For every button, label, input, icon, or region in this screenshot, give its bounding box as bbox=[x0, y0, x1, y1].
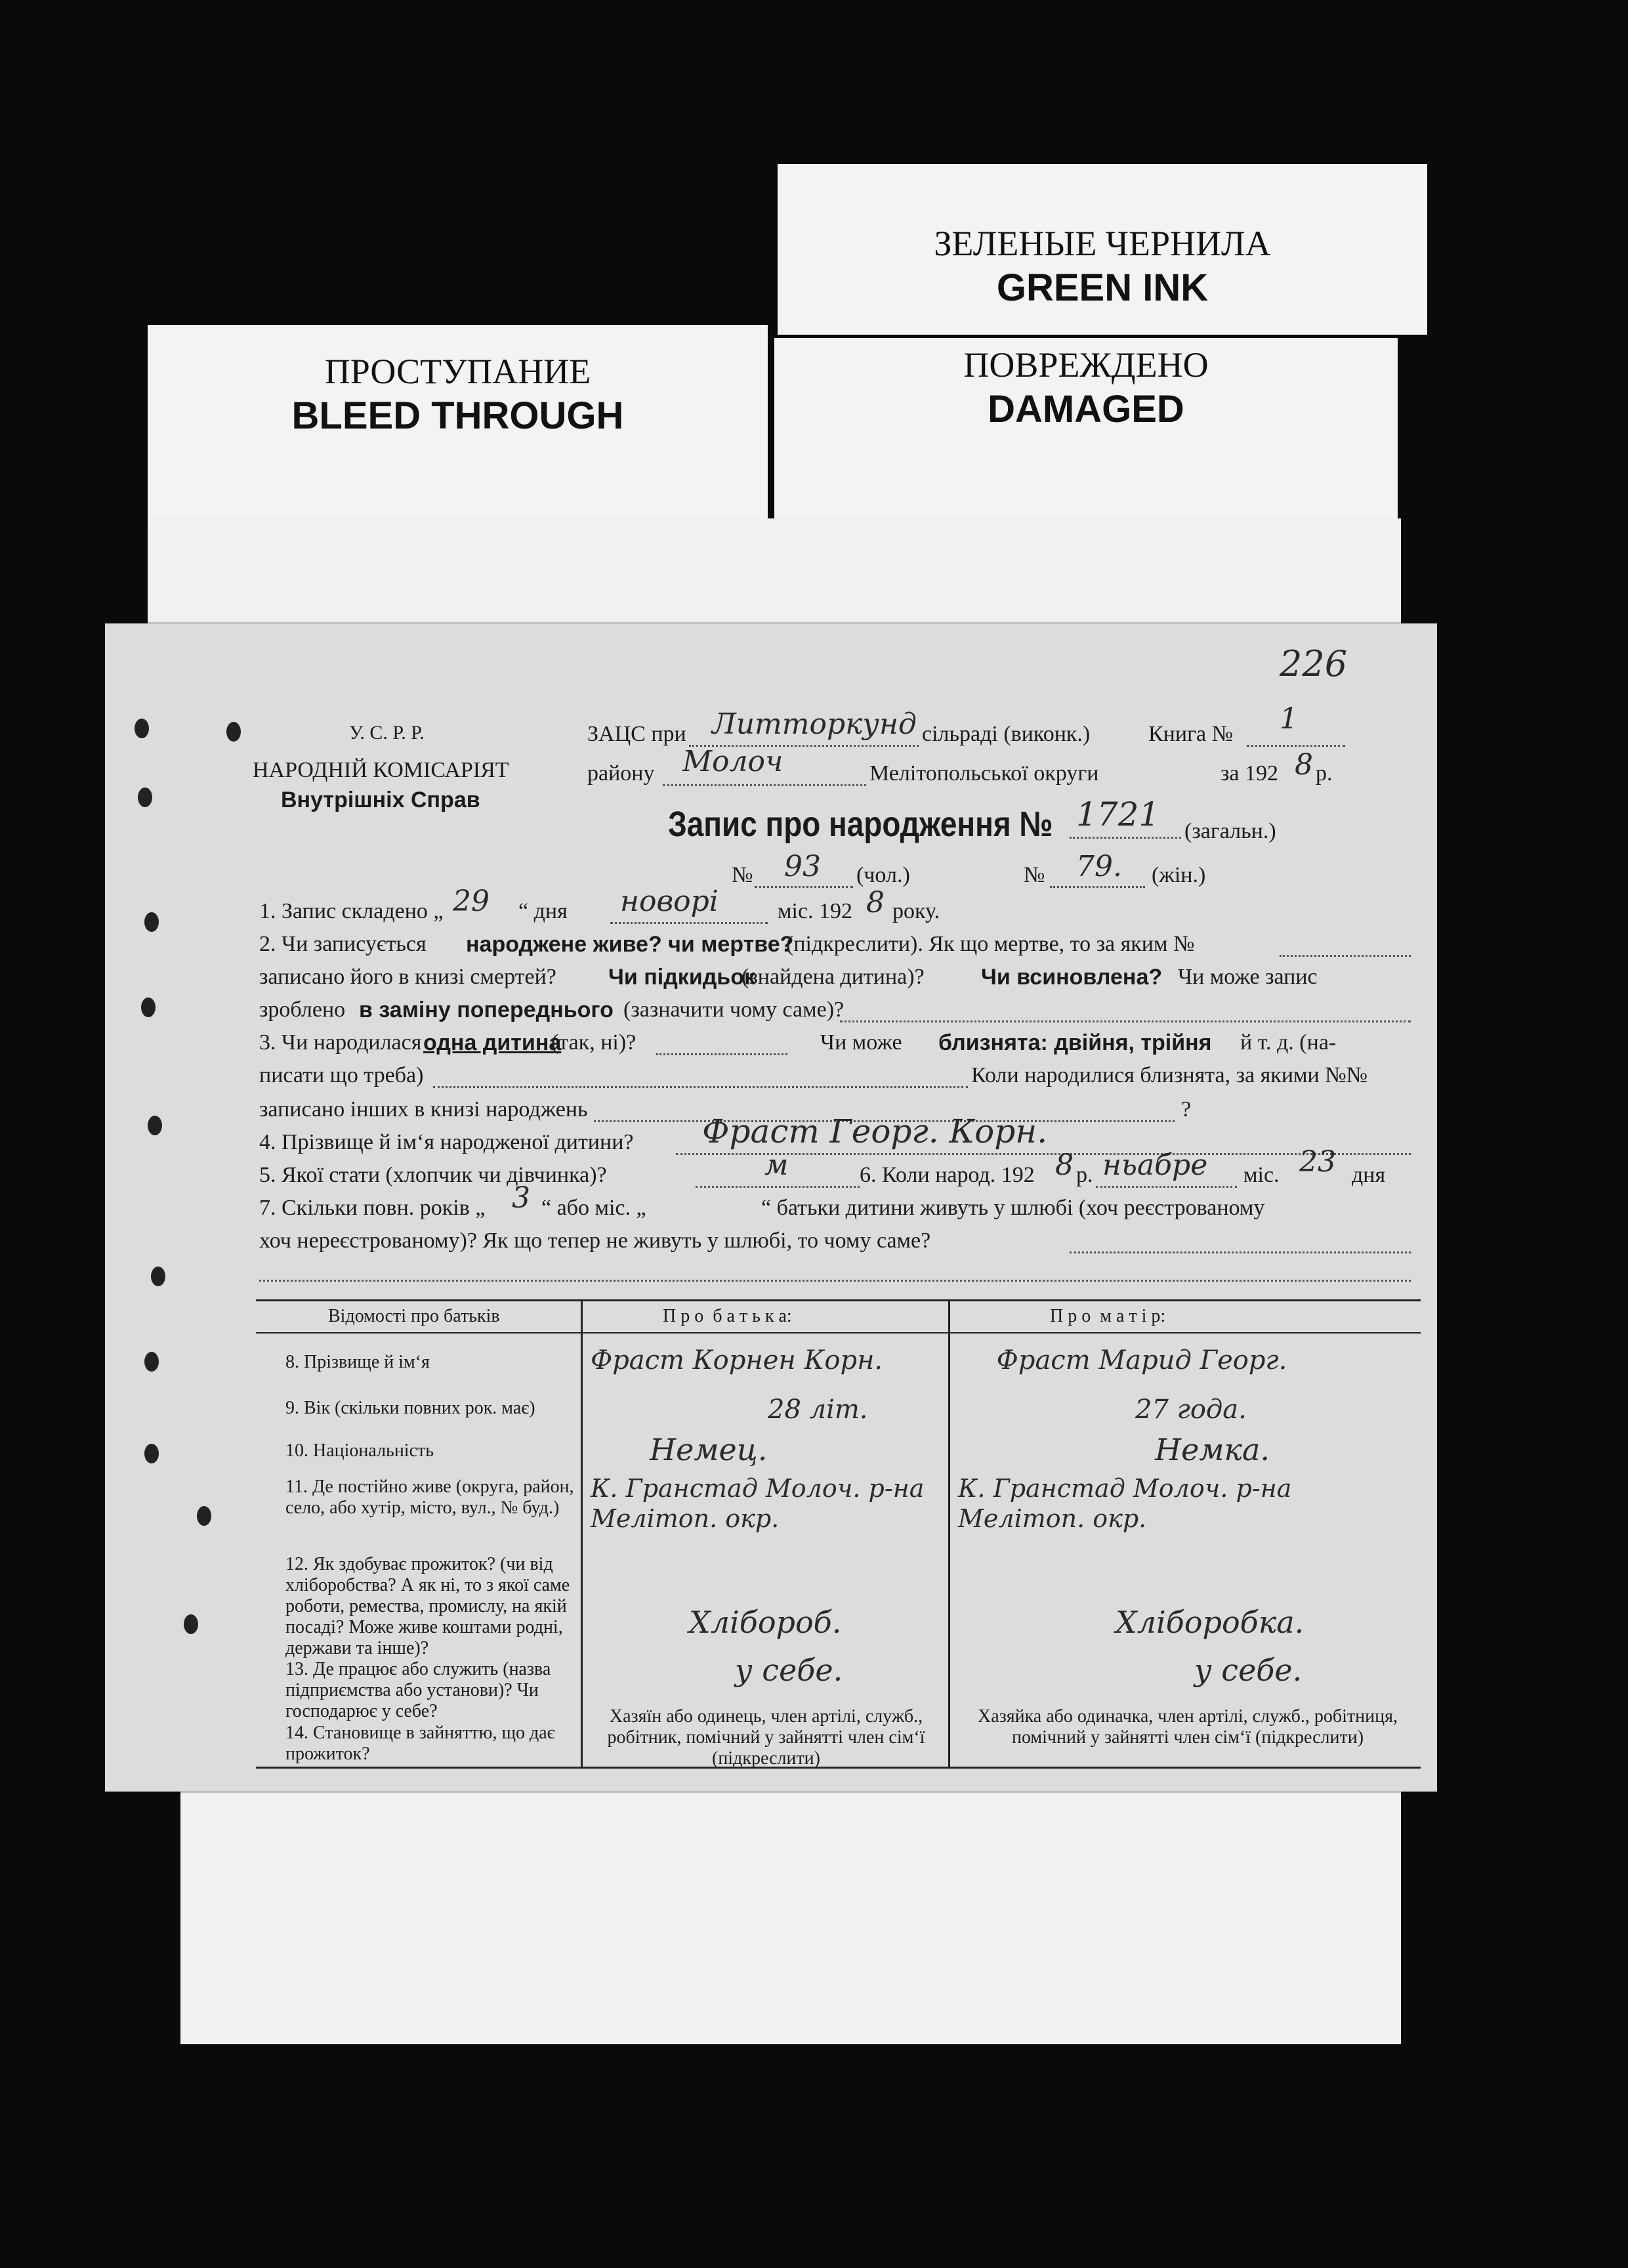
female-no-value: 79. bbox=[1076, 850, 1122, 883]
year-suffix: р. bbox=[1316, 761, 1333, 786]
line10-b: “ або міс. „ bbox=[541, 1196, 646, 1220]
book-label: Книга № bbox=[1148, 722, 1234, 746]
line1-day-label: “ дня bbox=[518, 899, 568, 923]
line3-a: записано його в книзі смертей? bbox=[259, 965, 556, 989]
child-name: Фраст Георг. Корн. bbox=[702, 1112, 1048, 1150]
record-suffix: (загальн.) bbox=[1184, 819, 1276, 843]
line5-f: й т. д. (на- bbox=[1240, 1030, 1337, 1055]
punch-hole bbox=[144, 912, 159, 932]
child-sex: м bbox=[764, 1148, 789, 1182]
father-livelihood: Хлібороб. bbox=[689, 1605, 842, 1640]
male-no-label: № bbox=[732, 863, 753, 887]
father-age: 28 літ. bbox=[768, 1395, 868, 1425]
line2-c: (підкреслити). Як що мертве, то за яким № bbox=[786, 932, 1195, 956]
green-ink-ru: ЗЕЛЕНЫЕ ЧЕРНИЛА bbox=[934, 224, 1271, 263]
line7-b: ? bbox=[1181, 1097, 1192, 1122]
rayon-suffix: Мелітопольської округи bbox=[869, 761, 1099, 786]
punch-hole bbox=[144, 1352, 159, 1372]
year-label: за 192 bbox=[1221, 761, 1279, 786]
mother-name: Фраст Марид Георг. bbox=[996, 1345, 1287, 1376]
header-internal-affairs: Внутрішніх Справ bbox=[281, 788, 480, 812]
line3-e: Чи може запис bbox=[1178, 965, 1318, 989]
zags-prefix: ЗАЦС при bbox=[587, 722, 686, 746]
line5-b: одна дитина bbox=[423, 1030, 562, 1055]
line9-e: дня bbox=[1352, 1163, 1386, 1187]
line10-c: “ батьки дитини живуть у шлюбі (хоч реєстрованому bbox=[761, 1196, 1265, 1220]
birth-day: 23 bbox=[1299, 1145, 1336, 1179]
record-month: новорі bbox=[620, 885, 719, 918]
line3-c: (знайдена дитина)? bbox=[741, 965, 925, 989]
record-year: 8 bbox=[866, 886, 885, 919]
row-label-surname: 8. Прізвище й ім‘я bbox=[285, 1352, 430, 1372]
line4-c: (зазначити чому саме)? bbox=[623, 998, 845, 1022]
father-residence: К. Гранстад Молоч. р-на Мелітоп. окр. bbox=[591, 1474, 925, 1533]
green-ink-en: GREEN INK bbox=[996, 266, 1209, 309]
punch-hole bbox=[141, 998, 156, 1017]
book-number: 1 bbox=[1280, 702, 1298, 736]
line5-a: 3. Чи народилася bbox=[259, 1030, 422, 1055]
mother-age: 27 года. bbox=[1135, 1395, 1247, 1425]
father-occupation: Хазяїн або одинець, член артілі, служб., робітник, помічний у зайнятті член сім‘ї (підкреслити) bbox=[607, 1706, 925, 1769]
birth-month: ньабре bbox=[1102, 1148, 1208, 1182]
punch-hole bbox=[148, 1116, 162, 1135]
zags-village: Литторкунд bbox=[712, 707, 917, 741]
col-header-mother: П р о м а т і р: bbox=[1050, 1306, 1166, 1326]
line10-a: 7. Скільки повн. років „ bbox=[259, 1196, 486, 1220]
birth-year: 8 bbox=[1055, 1148, 1074, 1182]
damaged-en: DAMAGED bbox=[988, 388, 1184, 430]
mother-nationality: Немка. bbox=[1155, 1432, 1270, 1467]
female-no-label: № bbox=[1024, 863, 1045, 887]
line2-a: 2. Чи записується bbox=[259, 932, 427, 956]
bleed-through-en: BLEED THROUGH bbox=[291, 394, 624, 437]
header-commissariat: НАРОДНІЙ КОМІСАРІЯТ bbox=[253, 758, 509, 782]
mother-workplace: у себе. bbox=[1194, 1652, 1303, 1688]
female-no-suffix: (жін.) bbox=[1152, 863, 1206, 887]
col-header-father: П р о б а т ь к а: bbox=[663, 1306, 792, 1326]
father-name: Фраст Корнен Корн. bbox=[591, 1345, 883, 1376]
male-no-suffix: (чол.) bbox=[856, 863, 910, 887]
row-label-residence: 11. Де постійно живе (округа, район, село, або хутір, місто, вул., № буд.) bbox=[285, 1477, 574, 1518]
line11-a: хоч нереєстрованому)? Як що тепер не живуть у шлюбі, то чому саме? bbox=[259, 1228, 931, 1253]
line6-b: Коли народилися близнята, за якими №№ bbox=[971, 1063, 1368, 1087]
row-label-occupation: 14. Становище в зайняттю, що дає прожиток? bbox=[285, 1723, 555, 1764]
col-header-info: Відомості про батьків bbox=[328, 1306, 500, 1326]
line5-d: Чи може bbox=[820, 1030, 902, 1055]
line9-c: р. bbox=[1076, 1163, 1093, 1187]
header-ussr: У. С. Р. Р. bbox=[349, 722, 425, 744]
zags-suffix: сільраді (виконк.) bbox=[922, 722, 1091, 746]
mother-occupation: Хазяйка або одиначка, член артілі, служб., робітниця, помічний у зайнятті член сім‘ї (підкреслити) bbox=[978, 1706, 1398, 1748]
damaged-card bbox=[774, 338, 1398, 528]
punch-hole bbox=[151, 1267, 165, 1286]
row-label-age: 9. Вік (скільки повних рок. має) bbox=[285, 1398, 535, 1418]
line6-a: писати що треба) bbox=[259, 1063, 424, 1087]
punch-hole bbox=[226, 722, 241, 742]
line9-b: 6. Коли народ. 192 bbox=[860, 1163, 1035, 1187]
line1-end: року. bbox=[892, 899, 940, 923]
rayon-value: Молоч bbox=[682, 745, 783, 778]
line1-label: 1. Запис складено „ bbox=[259, 899, 444, 923]
father-workplace: у себе. bbox=[735, 1652, 843, 1688]
line4-a: зроблено bbox=[259, 998, 346, 1022]
line5-e: близнята: двійня, трійня bbox=[938, 1030, 1212, 1055]
bleed-through-card bbox=[148, 325, 768, 528]
record-title: Запис про народження № bbox=[668, 805, 1053, 844]
mother-livelihood: Хліборобка. bbox=[1116, 1605, 1304, 1640]
birth-record-form bbox=[105, 623, 1437, 1792]
marriage-years: 3 bbox=[512, 1181, 530, 1215]
row-label-livelihood: 12. Як здобуває прожиток? (чи від хліборобства? А як ні, то з якої саме роботи, ремества, промислу, на якій посаді? Може живе коштами родні, держави та інше)? bbox=[285, 1554, 570, 1658]
line5-c: (так, ні)? bbox=[551, 1030, 637, 1055]
backing-sheet-bottom bbox=[180, 1785, 1401, 2044]
punch-hole bbox=[184, 1614, 198, 1634]
punch-hole bbox=[197, 1506, 211, 1526]
damaged-ru: ПОВРЕЖДЕНО bbox=[963, 345, 1209, 385]
line9-a: 5. Якої стати (хлопчик чи дівчинка)? bbox=[259, 1163, 607, 1187]
father-nationality: Немец. bbox=[650, 1432, 768, 1467]
row-label-workplace: 13. Де працює або служить (назва підприємства або установи)? Чи господарює у себе? bbox=[285, 1659, 551, 1721]
punch-hole bbox=[138, 788, 152, 807]
line2-b: народжене живе? чи мертве? bbox=[466, 932, 794, 957]
record-number: 1721 bbox=[1076, 795, 1160, 833]
bleed-through-ru: ПРОСТУПАНИЕ bbox=[324, 352, 591, 391]
row-label-nationality: 10. Національність bbox=[285, 1440, 434, 1461]
record-day: 29 bbox=[453, 885, 490, 918]
line7-a: записано інших в книзі народжень bbox=[259, 1097, 588, 1122]
male-no-value: 93 bbox=[784, 850, 821, 883]
green-ink-card bbox=[778, 164, 1427, 335]
line8-a: 4. Прізвище й ім‘я народженої дитини? bbox=[259, 1130, 634, 1154]
line9-d: міс. bbox=[1243, 1163, 1280, 1187]
punch-hole bbox=[135, 719, 149, 738]
line3-d: Чи всиновлена? bbox=[981, 965, 1163, 990]
punch-hole bbox=[144, 1444, 159, 1463]
page-number: 226 bbox=[1280, 643, 1348, 684]
year-value: 8 bbox=[1295, 748, 1313, 782]
mother-residence: К. Гранстад Молоч. р-на Мелітоп. окр. bbox=[958, 1474, 1292, 1533]
rayon-prefix: району bbox=[587, 761, 655, 786]
line3-b: Чи підкидьок bbox=[608, 965, 755, 990]
backing-sheet-top bbox=[148, 518, 1401, 637]
line4-b: в заміну попереднього bbox=[359, 998, 614, 1022]
line1-year-label: міс. 192 bbox=[778, 899, 853, 923]
